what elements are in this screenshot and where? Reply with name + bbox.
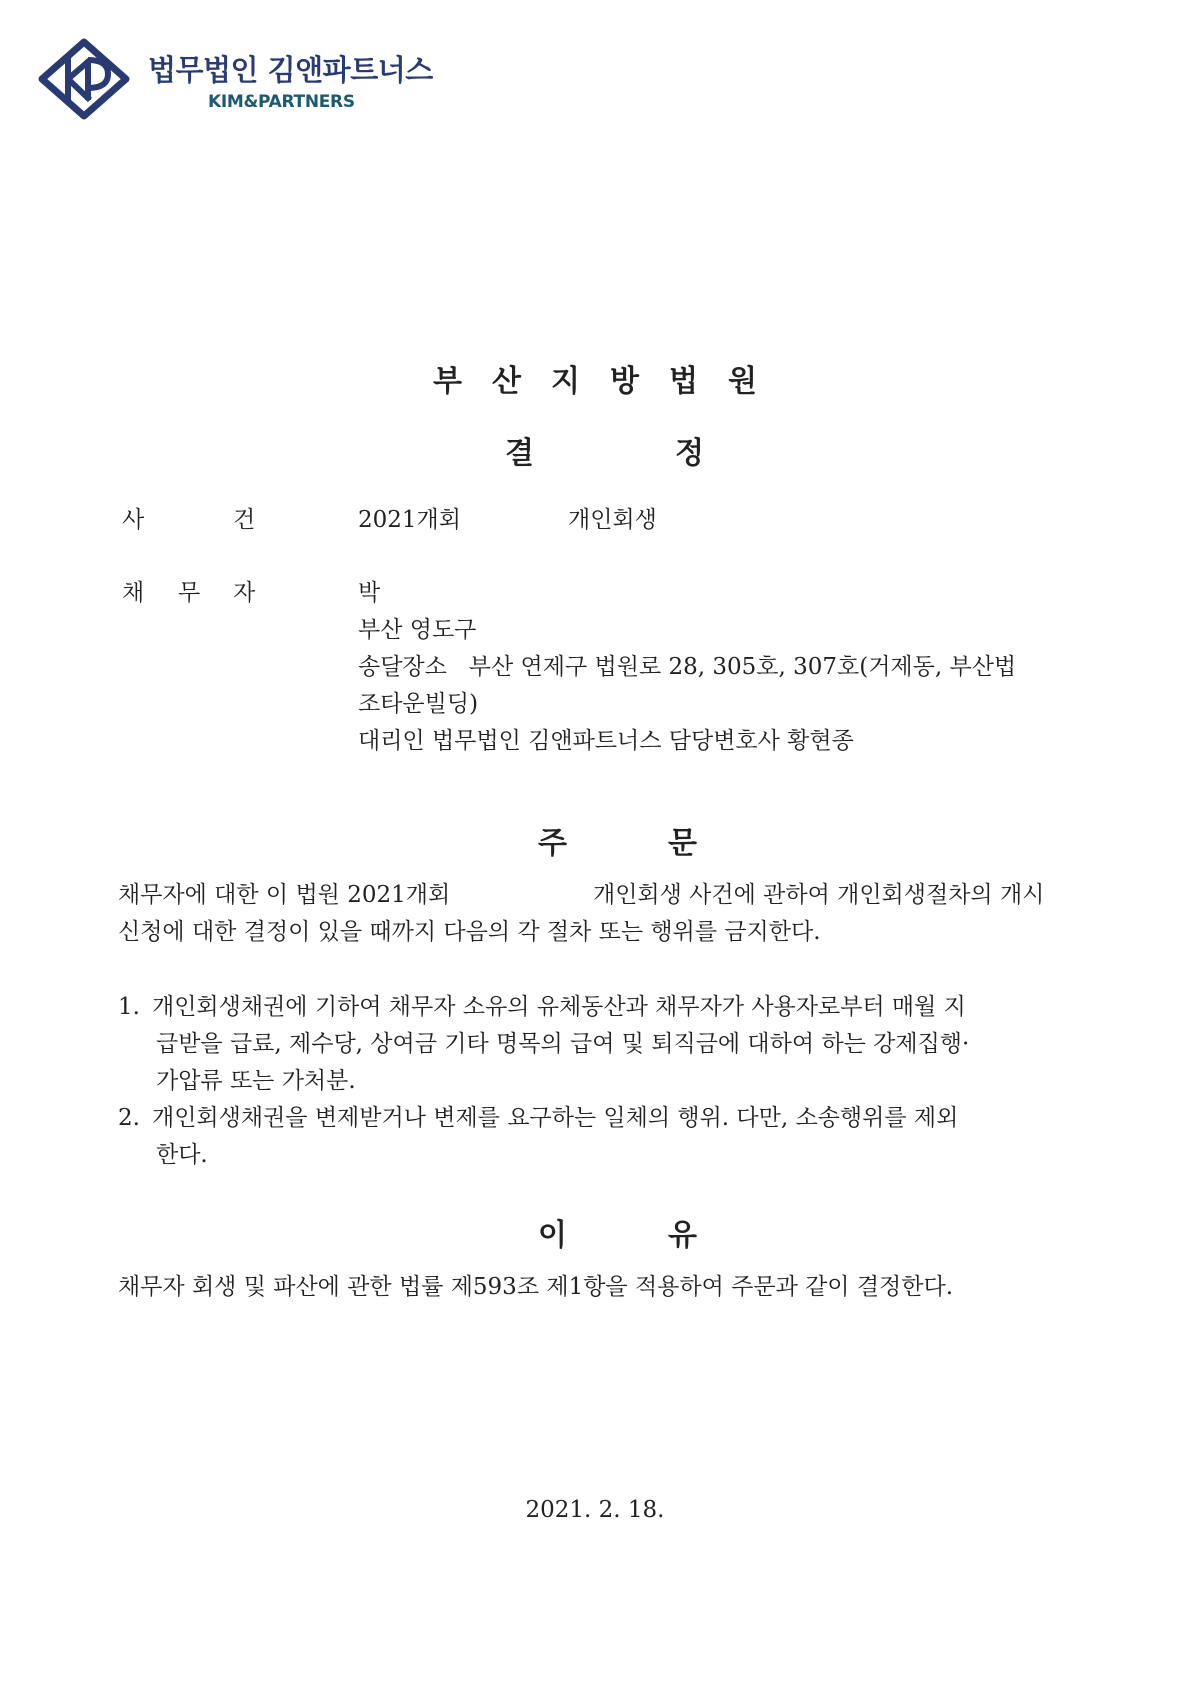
debtor-label-char-2: 무	[178, 580, 201, 606]
kim-partners-emblem-icon	[38, 38, 130, 120]
reason-text: 채무자 회생 및 파산에 관한 법률 제593조 제1항을 적용하여 주문과 같이 결정한다.	[118, 1274, 954, 1300]
reason-heading-char-1: 이	[538, 1218, 567, 1253]
firm-logo	[38, 38, 448, 120]
debtor-name: 박	[358, 580, 381, 606]
debtor-service-address-line2: 조타운빌딩)	[358, 691, 479, 717]
debtor-label-char-3: 자	[233, 580, 256, 606]
order-item-1-number: 1.	[118, 994, 140, 1020]
debtor-service-address-line1: 송달장소 부산 연제구 법원로 28, 305호, 307호(거제동, 부산법	[358, 654, 1017, 680]
order-item-2-number: 2.	[118, 1105, 140, 1131]
order-heading-char-1: 주	[538, 826, 567, 861]
order-para-line2: 신청에 대한 결정이 있을 때까지 다음의 각 절차 또는 행위를 금지한다.	[118, 919, 821, 945]
reason-heading-char-2: 유	[668, 1218, 697, 1253]
debtor-label-char-1: 채	[122, 580, 145, 606]
order-item-1-line1: 개인회생채권에 기하여 채무자 소유의 유체동산과 채무자가 사용자로부터 매월 지	[152, 994, 966, 1020]
debtor-agent: 대리인 법무법인 김앤파트너스 담당변호사 황현종	[358, 728, 854, 754]
case-type: 개인회생	[568, 507, 657, 533]
order-item-2-line1: 개인회생채권을 변제받거나 변제를 요구하는 일체의 행위. 다만, 소송행위를 제외	[152, 1105, 959, 1131]
case-label-char-1: 사	[122, 507, 145, 533]
firm-name-korean: 법무법인 김앤파트너스	[148, 53, 433, 87]
firm-name-english: KIM&PARTNERS	[208, 92, 355, 112]
case-number: 2021개회	[358, 507, 461, 533]
court-name: 부산지방법원	[433, 364, 787, 399]
order-heading-char-2: 문	[668, 826, 697, 861]
order-item-1-line3: 가압류 또는 가처분.	[156, 1068, 356, 1094]
debtor-address: 부산 영도구	[358, 617, 477, 643]
order-item-1-line2: 급받을 급료, 제수당, 상여금 기타 명목의 급여 및 퇴직금에 대하여 하는 강제집행·	[156, 1031, 970, 1057]
decision-date: 2021. 2. 18.	[525, 1497, 665, 1523]
case-label-char-2: 건	[233, 507, 256, 533]
doc-title-char-1: 결	[505, 436, 534, 471]
order-para-line1-b: 개인회생 사건에 관하여 개인회생절차의 개시	[593, 882, 1045, 908]
order-item-2-line2: 한다.	[156, 1142, 208, 1168]
order-para-line1-a: 채무자에 대한 이 법원 2021개회	[118, 882, 451, 908]
doc-title-char-2: 정	[675, 436, 704, 471]
